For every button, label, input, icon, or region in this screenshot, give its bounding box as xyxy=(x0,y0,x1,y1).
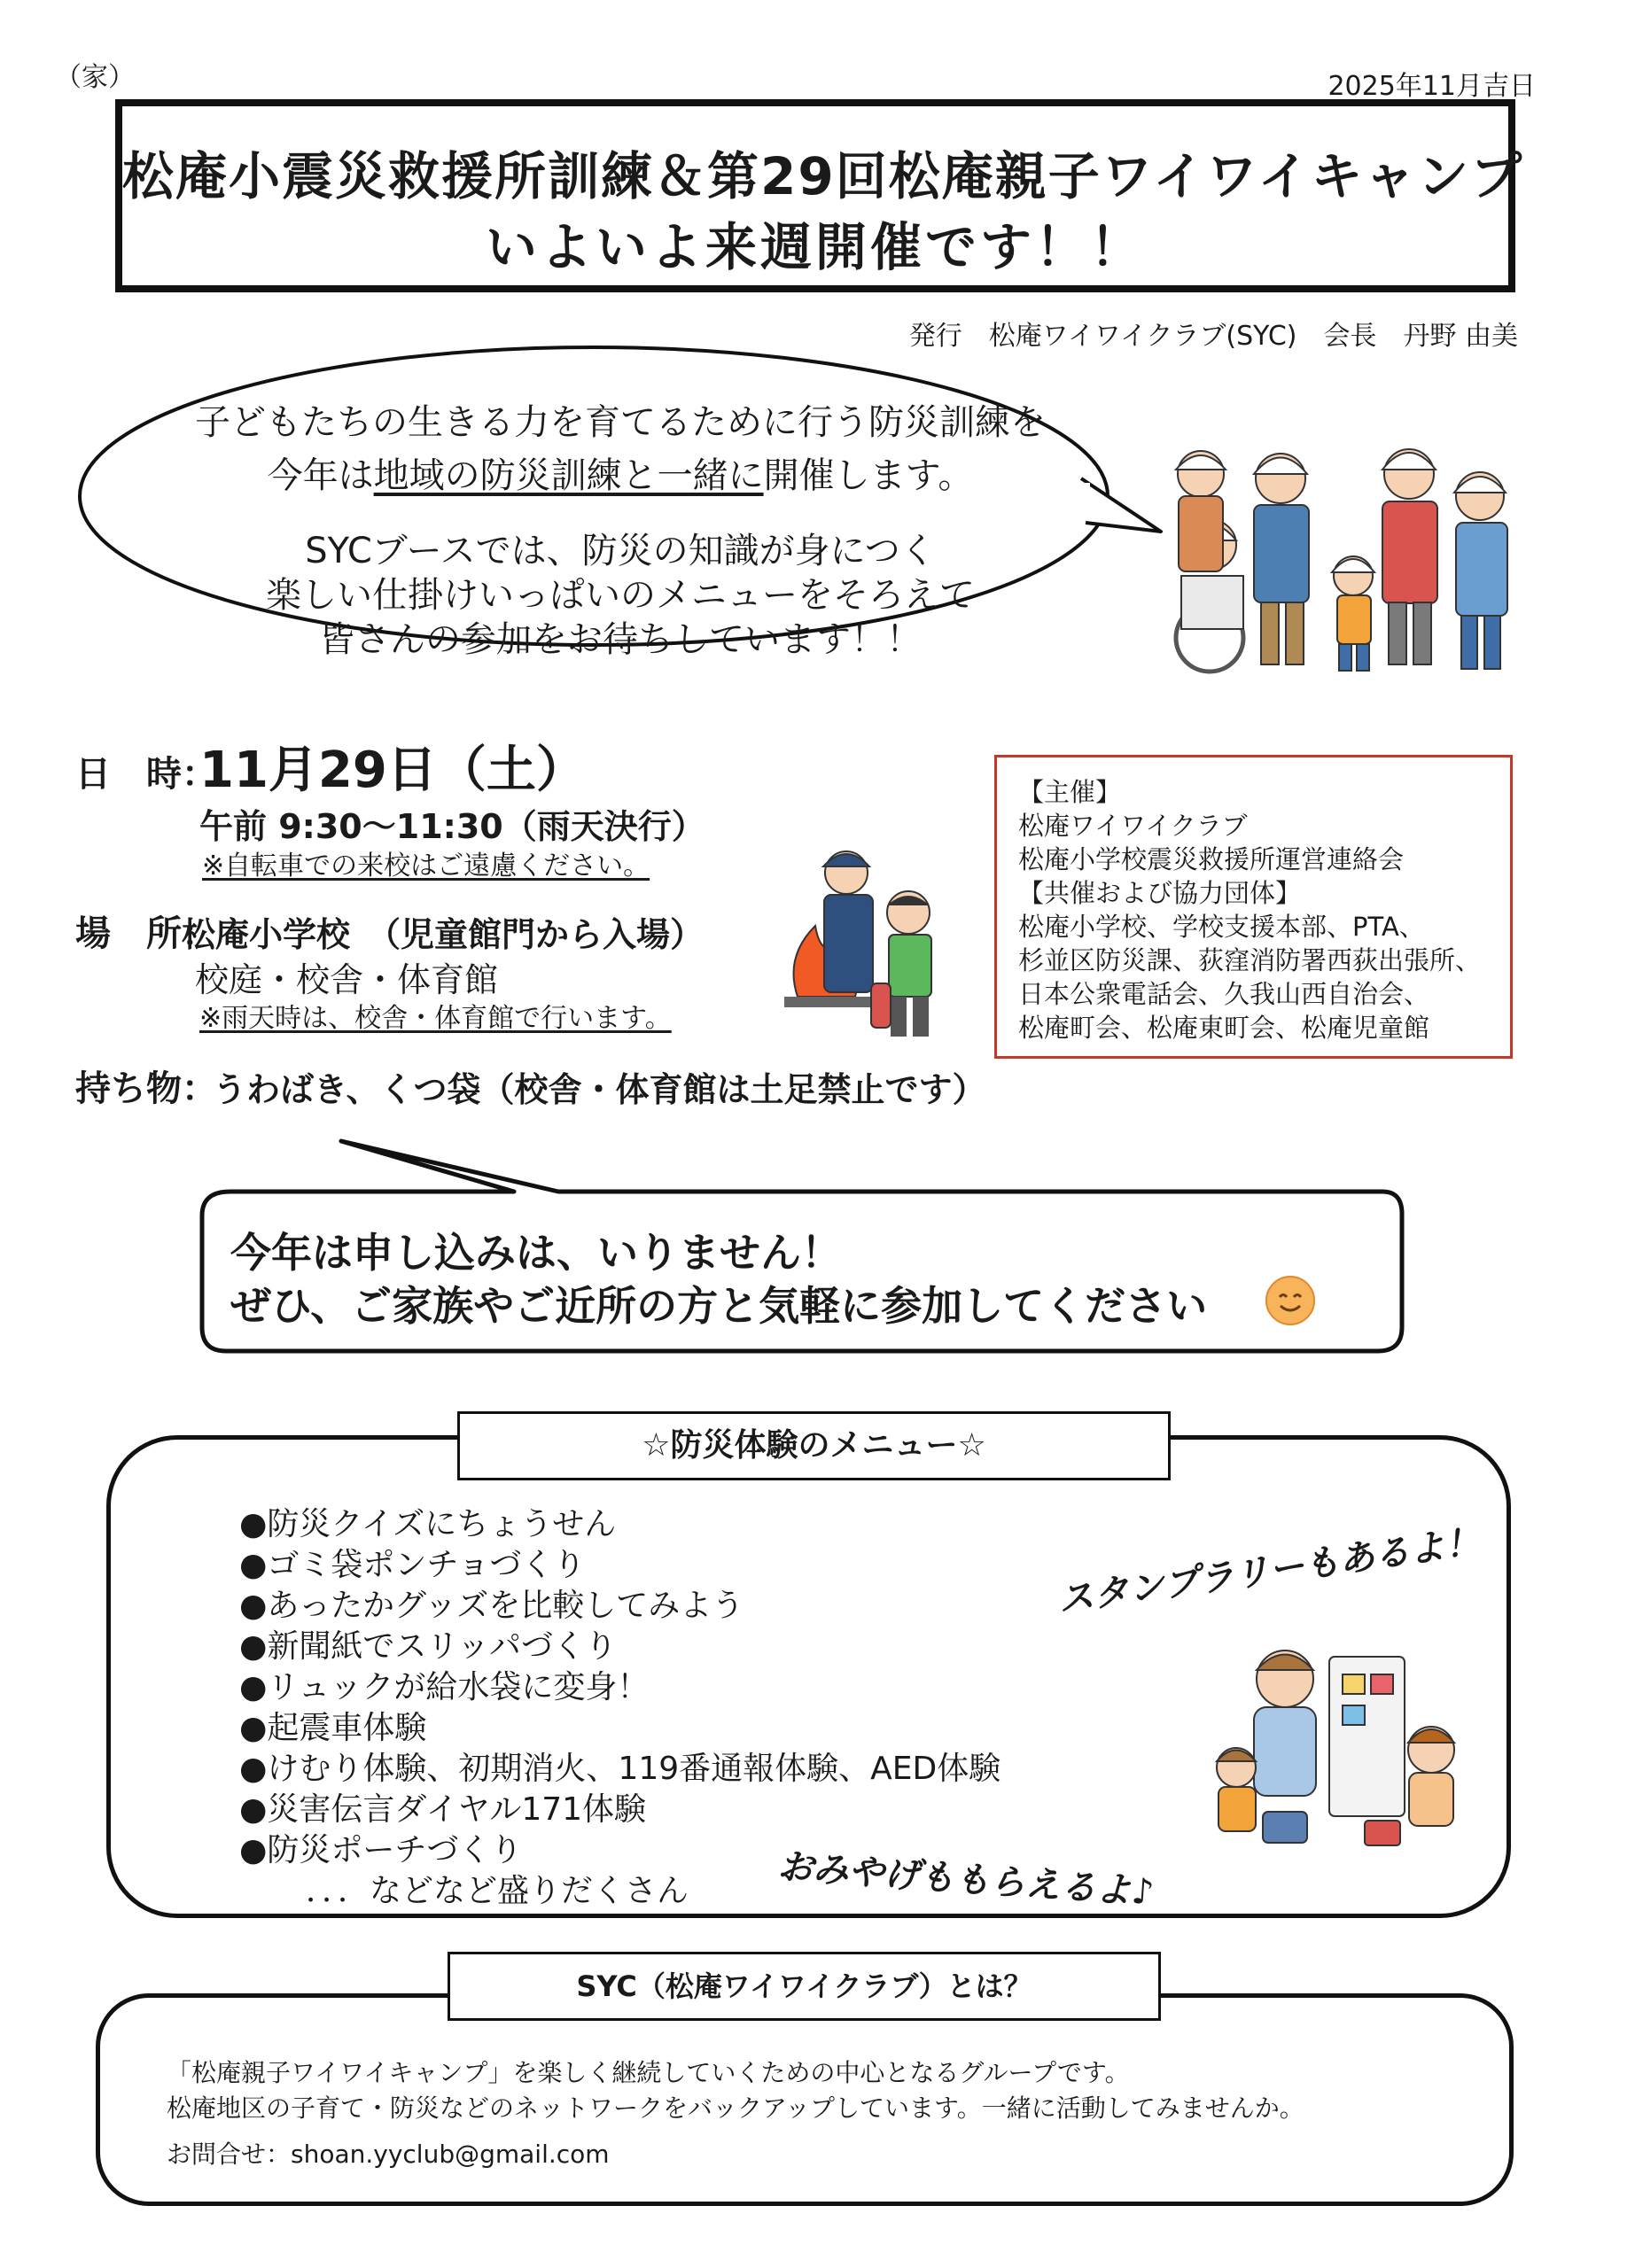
cohost-item: 杉並区防災課、荻窪消防署西荻出張所、 xyxy=(1018,945,1482,975)
syc-description-2: 松庵地区の子育て・防災などのネットワークをバックアップしています。一緒に活動してみませんか。 xyxy=(167,2093,1304,2123)
intro-line-4: 楽しい仕掛けいっぱいのメニューをそろえて xyxy=(266,575,975,616)
intro-line-2-pre: 今年は xyxy=(267,455,374,496)
host-heading: 【主催】 xyxy=(1018,777,1122,807)
bike-note: ※自転車での来校はご遠慮ください。 xyxy=(202,850,650,882)
stamp-rally-note: スタンプラリーもあるよ！ xyxy=(1055,1521,1483,1621)
menu-item: ●防災ポーチづくり xyxy=(239,1832,523,1868)
organizers-box xyxy=(994,755,1513,1059)
menu-item: ●ゴミ袋ポンチョづくり xyxy=(239,1547,586,1583)
bring-items: うわばき、くつ袋（校舎・体育館は土足禁止です） xyxy=(213,1070,986,1109)
syc-title: SYC（松庵ワイワイクラブ）とは？ xyxy=(448,1952,1161,2021)
intro-line-2-underlined: 地域の防災訓練と一緒に xyxy=(373,455,764,496)
host-item: 松庵小学校震災救援所運営連絡会 xyxy=(1018,844,1405,874)
place: 松庵小学校 （児童館門から入場） xyxy=(182,915,705,954)
title-line-2: いよいよ来週開催です！！ xyxy=(485,217,1145,277)
intro-line-3: SYCブースでは、防災の知識が身につく xyxy=(305,531,936,571)
title-line-1: 松庵小震災救援所訓練＆第29回松庵親子ワイワイキャンプ xyxy=(122,146,1524,206)
cohost-heading: 【共催および協力団体】 xyxy=(1018,878,1302,908)
event-time: 午前 9:30～11:30（雨天決行） xyxy=(199,807,705,846)
intro-line-5: 皆さんの参加をお待ちしています！！ xyxy=(319,619,922,660)
intro-line-2-post: 開催します。 xyxy=(763,455,974,496)
rain-note: ※雨天時は、校舎・体育館で行います。 xyxy=(199,1003,672,1034)
publisher: 発行 松庵ワイワイクラブ(SYC) 会長 丹野 由美 xyxy=(908,321,1518,352)
notice-line-2: ぜひ、ご家族やご近所の方と気軽に参加してください xyxy=(230,1282,1208,1330)
smile-emoji-icon xyxy=(1265,1276,1315,1325)
menu-item: ●新聞紙でスリッパづくり xyxy=(239,1628,617,1665)
datetime-label: 日 時： xyxy=(75,754,217,795)
syc-description-1: 「松庵親子ワイワイキャンプ」を楽しく継続していくための中心となるグループです。 xyxy=(167,2058,1130,2087)
host-item: 松庵ワイワイクラブ xyxy=(1018,811,1248,841)
souvenir-note: おみやげももらえるよ♪ xyxy=(776,1845,1156,1914)
intro-line-2 xyxy=(133,447,1108,498)
menu-item: ●けむり体験、初期消火、119番通報体験、AED体験 xyxy=(239,1751,1001,1787)
syc-contact: お問合せ：shoan.yyclub@gmail.com xyxy=(167,2140,610,2169)
menu-item: ●災害伝言ダイヤル171体験 xyxy=(239,1791,647,1828)
cohost-item: 松庵小学校、学校支援本部、PTA、 xyxy=(1018,912,1425,942)
cohost-item: 松庵町会、松庵東町会、松庵児童館 xyxy=(1018,1013,1430,1043)
menu-item: ●防災クイズにちょうせん xyxy=(239,1506,617,1542)
document-tag: （家） xyxy=(55,62,135,93)
event-date: 11月29日（土） xyxy=(199,742,586,799)
title-box xyxy=(115,99,1524,292)
menu-title: ☆防災体験のメニュー☆ xyxy=(457,1411,1171,1480)
menu-item: ●リュックが給水袋に変身！ xyxy=(239,1669,650,1705)
issue-date: 2025年11月吉日 xyxy=(1327,71,1536,102)
cohost-item: 日本公衆電話会、久我山西自治会、 xyxy=(1018,979,1430,1009)
intro-line-1: 子どもたちの生きる力を育てるために行う防災訓練を xyxy=(195,402,1046,443)
rescue-team-illustration xyxy=(1156,425,1529,678)
place-detail: 校庭・校舎・体育館 xyxy=(195,960,499,999)
notice-line-1: 今年は申し込みは、いりません！ xyxy=(230,1229,842,1277)
menu-more: ．．．などなど盛りだくさん xyxy=(306,1873,689,1909)
family-illustration xyxy=(1201,1635,1467,1856)
place-label: 場 所： xyxy=(75,913,217,954)
bring-label: 持ち物： xyxy=(75,1068,217,1109)
menu-item: ●あったかグッズを比較してみよう xyxy=(239,1588,744,1624)
menu-item: ●起震車体験 xyxy=(239,1710,427,1746)
fire-drill-illustration xyxy=(767,842,962,1045)
